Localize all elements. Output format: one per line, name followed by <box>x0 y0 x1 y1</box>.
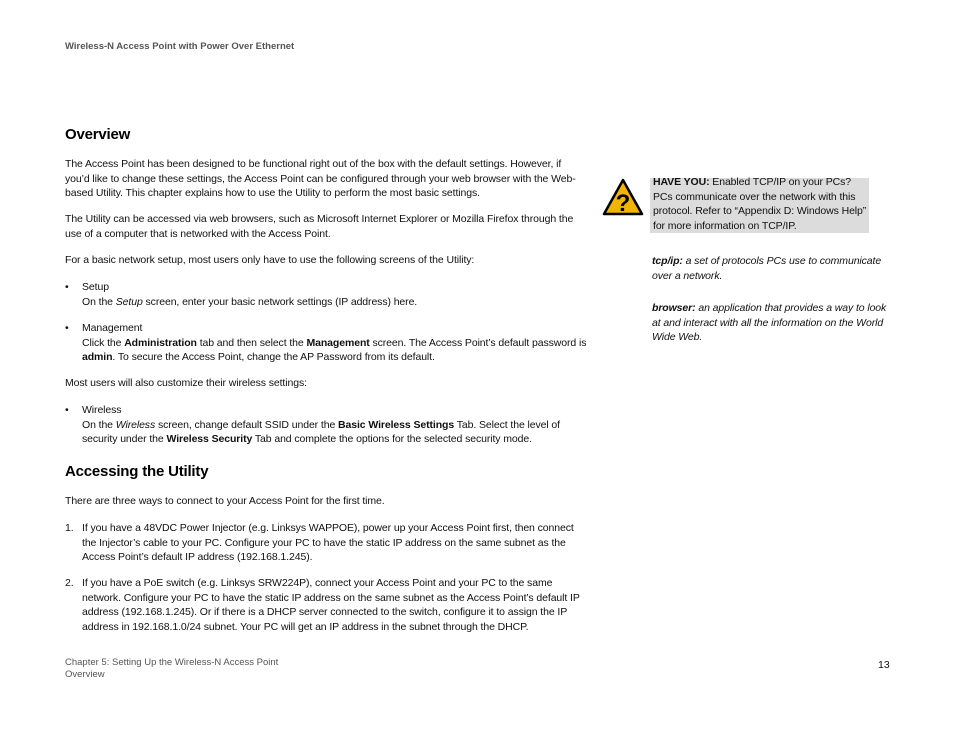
list-item-1 <box>65 521 587 565</box>
page-number: 13 <box>878 659 890 671</box>
note-text: Enabled TCP/IP on your PCs? PCs communicate over the network with this protocol. Refer to “Appendix D: Windows Help” for more information on TCP/IP. <box>653 176 867 232</box>
footer <box>65 657 278 681</box>
list-item-title: Management <box>82 322 143 334</box>
list-number: 1. <box>65 522 74 534</box>
bullet: • <box>65 281 69 293</box>
list-item-description: On the Setup screen, enter your basic network settings (IP address) here. <box>82 295 418 308</box>
list-item-text: If you have a PoE switch (e.g. Linksys SRW224P), connect your Access Point and your PC to the same network. Configure your PC to have the static IP address on the same subnet as the Access Point’s default IP address (192.168.1.245). Or if there is a DHCP server connected to the switch, configure it to assign the IP address in 192.168.1.0/24 subnet. Your PC will get an IP address in the subnet through the DHCP. <box>82 577 580 633</box>
accessing-heading: Accessing the Utility <box>65 463 209 480</box>
warning-question-icon <box>602 178 644 216</box>
glossary-tcpip <box>652 254 892 283</box>
note-label: HAVE YOU: <box>653 176 710 188</box>
glossary-term: tcp/ip: <box>652 255 683 267</box>
svg-text:?: ? <box>615 190 631 216</box>
list-number: 2. <box>65 577 74 589</box>
footer-chapter: Chapter 5: Setting Up the Wireless-N Access Point <box>65 657 279 668</box>
list-item-description: Click the Administration tab and then select the Management screen. The Access Point’s default password is admin. To secure the Access Point, change the AP Password from its default. <box>82 336 587 364</box>
overview-paragraph-2: The Utility can be accessed via web browsers, such as Microsoft Internet Explorer or Mozilla Firefox through the use of a computer that is networked with the Access Point. <box>65 213 574 240</box>
running-header: Wireless-N Access Point with Power Over Ethernet <box>65 41 295 52</box>
list-item-2 <box>65 576 587 634</box>
list-item-management <box>65 321 587 365</box>
list-item-title: Wireless <box>82 404 122 416</box>
bullet: • <box>65 404 69 416</box>
accessing-paragraph-1: There are three ways to connect to your Access Point for the first time. <box>65 495 385 507</box>
overview-paragraph-4: Most users will also customize their wireless settings: <box>65 377 307 389</box>
glossary-browser <box>652 301 892 345</box>
glossary-definition: a set of protocols PCs use to communicate over a network. <box>652 255 882 282</box>
list-item-text: If you have a 48VDC Power Injector (e.g. Linksys WAPPOE), power up your Access Point first, then connect the Injector’s cable to your PC. Configure your PC to have the static IP address on the same subnet as the Access Point’s default IP address (192.168.1.245). <box>82 522 574 564</box>
glossary-definition: an application that provides a way to look at and interact with all the information on the World Wide Web. <box>652 302 887 344</box>
have-you-note <box>653 175 869 233</box>
overview-heading: Overview <box>65 126 131 143</box>
list-item-wireless <box>65 403 587 447</box>
list-item-setup <box>65 280 587 309</box>
list-item-description: On the Wireless screen, change default SSID under the Basic Wireless Settings Tab. Select the level of security under the Wireless Security Tab and complete the options for the selected security mode. <box>82 418 560 446</box>
list-item-title: Setup <box>82 281 109 293</box>
bullet: • <box>65 322 69 334</box>
footer-section: Overview <box>65 669 105 680</box>
overview-paragraph-1: The Access Point has been designed to be functional right out of the box with the default settings. However, if you’d like to change these settings, the Access Point can be configured through your web browser with the Web-based Utility. This chapter explains how to use the Utility to perform the most basic settings. <box>65 158 576 200</box>
overview-paragraph-3: For a basic network setup, most users only have to use the following screens of the Utility: <box>65 254 475 266</box>
glossary-term: browser: <box>652 302 696 314</box>
